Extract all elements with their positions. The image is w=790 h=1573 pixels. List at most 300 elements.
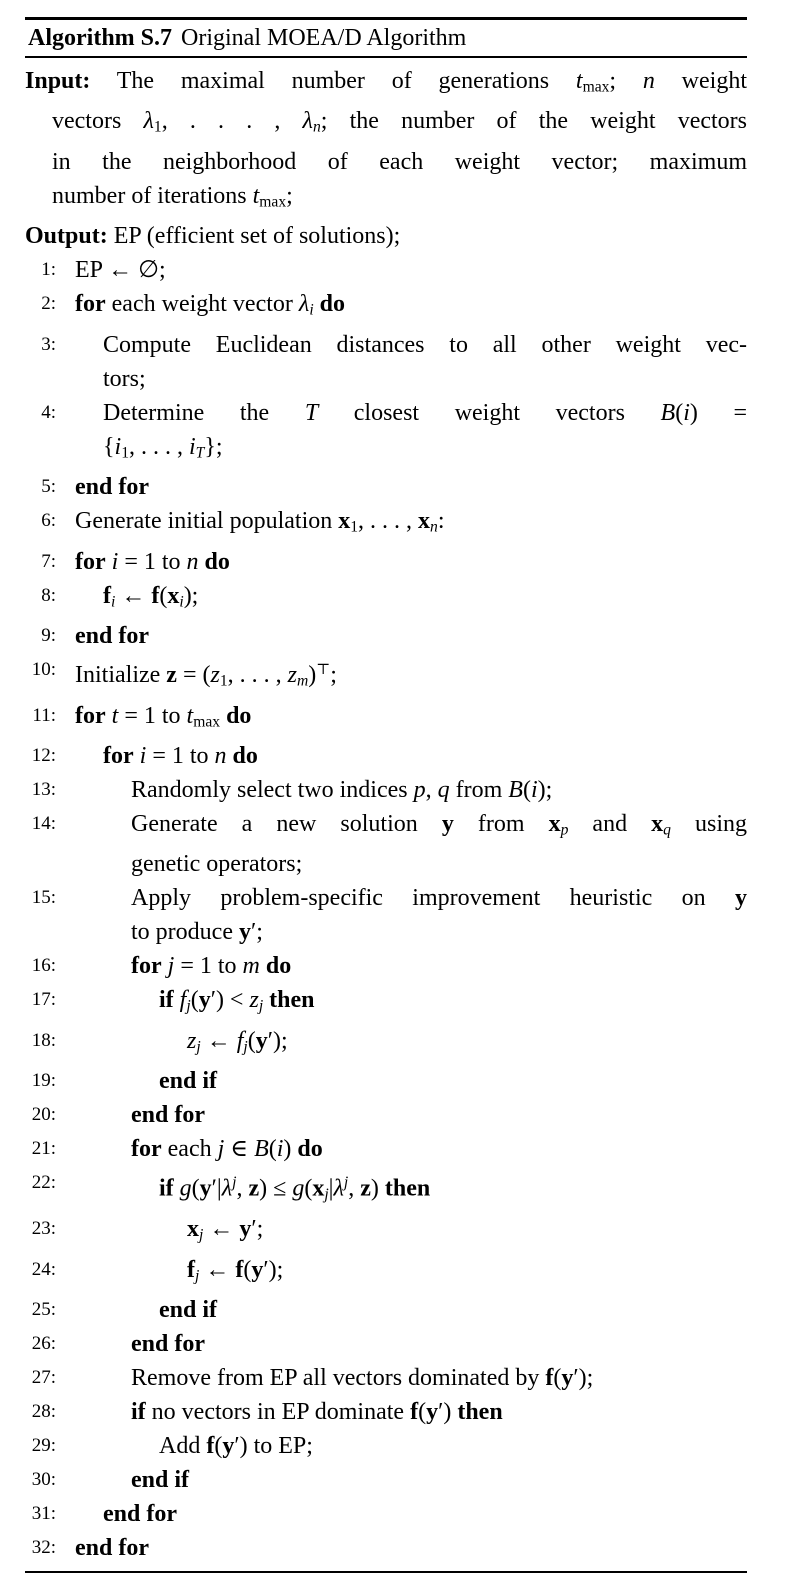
text-segment: x	[418, 508, 431, 535]
text-segment: t	[186, 702, 194, 729]
text-segment: t	[575, 68, 583, 94]
line-row	[103, 1497, 747, 1531]
line-number: 30:	[31, 1469, 56, 1491]
text-segment: ;	[330, 662, 337, 689]
text-segment: z	[287, 662, 297, 689]
keyword-text: then	[384, 1175, 431, 1202]
text-segment: i	[114, 433, 122, 460]
text-segment: );	[183, 582, 199, 609]
text-segment: (	[190, 987, 199, 1014]
line-number: 32:	[31, 1537, 56, 1559]
line-number: 7:	[41, 550, 56, 572]
text-segment: (	[304, 1175, 313, 1202]
line-number: 13:	[31, 778, 56, 800]
text-segment: j	[186, 997, 191, 1015]
text-segment: vectors	[52, 108, 144, 135]
text-segment: λ	[302, 108, 313, 135]
line-number: 3:	[41, 333, 56, 355]
line-row	[75, 253, 747, 287]
line-number: 8:	[41, 584, 56, 606]
text-segment: T	[195, 444, 205, 462]
code-line-20	[25, 1098, 747, 1132]
text-segment: p	[413, 776, 426, 803]
text-segment: Remove from EP all vectors dominated by	[131, 1365, 546, 1392]
line-row-continuation	[103, 362, 747, 396]
code-line-26	[25, 1327, 747, 1361]
text-segment: B	[660, 399, 676, 426]
code-line-7	[25, 545, 747, 579]
text-segment: z	[187, 1027, 197, 1054]
line-row	[75, 287, 747, 327]
text-segment: n	[642, 68, 655, 94]
code-line-14	[25, 807, 747, 881]
text-segment: ,	[348, 1175, 361, 1202]
text-segment: ,	[425, 776, 438, 803]
keyword-text: do	[232, 742, 258, 769]
text-segment: ) ≤	[259, 1175, 293, 1202]
line-row	[187, 1024, 747, 1064]
code-line-8	[25, 579, 747, 619]
text-segment: max	[582, 78, 610, 96]
text-segment: ←	[199, 1256, 236, 1283]
text-segment: i	[683, 399, 690, 426]
code-line-15	[25, 881, 747, 949]
text-segment: ) =	[689, 399, 748, 426]
text-segment: (	[214, 1433, 223, 1460]
line-row	[75, 699, 747, 739]
keyword-text: Output:	[25, 223, 108, 250]
text-segment: x	[167, 582, 180, 609]
line-row	[75, 653, 747, 699]
text-segment: 1	[350, 518, 359, 536]
text-segment: f	[545, 1365, 554, 1392]
text-segment: j	[199, 1226, 204, 1244]
code-line-16	[25, 949, 747, 983]
text-segment: ; the number of the weight vectors	[320, 108, 748, 135]
text-segment: z	[166, 662, 177, 689]
code-line-32	[25, 1531, 747, 1565]
line-row	[159, 1429, 747, 1463]
line-number: 18:	[31, 1029, 56, 1051]
code-line-23	[25, 1212, 747, 1252]
text-segment: p	[560, 821, 569, 839]
text-segment: ;	[286, 182, 293, 209]
text-segment: ′);	[267, 1027, 288, 1054]
line-row	[75, 470, 747, 504]
line-number: 24:	[31, 1258, 56, 1280]
text-segment: y	[198, 987, 211, 1014]
text-segment: x	[338, 508, 351, 535]
text-segment: y	[251, 1256, 264, 1283]
line-row	[75, 504, 747, 544]
code-line-25	[25, 1293, 747, 1327]
line-number: 29:	[31, 1435, 56, 1457]
line-number: 28:	[31, 1401, 56, 1423]
text-segment: weight	[654, 68, 747, 94]
code-line-11	[25, 699, 747, 739]
code-line-18	[25, 1024, 747, 1064]
text-segment: ←	[200, 1027, 237, 1054]
text-segment: , . . . ,	[358, 508, 419, 535]
text-segment: ′);	[263, 1256, 284, 1283]
line-number: 4:	[41, 401, 56, 423]
text-segment: };	[204, 433, 223, 460]
line-number: 17:	[31, 989, 56, 1011]
text-segment: f	[236, 1027, 244, 1054]
code-line-12	[25, 739, 747, 773]
keyword-text: end for	[75, 622, 149, 649]
line-number: 9:	[41, 624, 56, 646]
text-segment: z	[360, 1175, 371, 1202]
line-row	[75, 1531, 747, 1565]
text-segment: g	[179, 1175, 192, 1202]
text-segment: f	[103, 582, 111, 609]
io-section	[25, 64, 747, 253]
code-line-24	[25, 1253, 747, 1293]
text-segment: i	[276, 1136, 284, 1163]
text-segment: j	[217, 1136, 225, 1163]
code-line-22	[25, 1166, 747, 1212]
line-row	[25, 64, 747, 104]
text-segment: and	[568, 810, 652, 837]
text-segment: f	[410, 1399, 419, 1426]
text-segment: x	[548, 810, 561, 837]
text-segment: y	[255, 1027, 268, 1054]
line-row	[131, 807, 747, 847]
line-number: 27:	[31, 1367, 56, 1389]
line-row	[131, 1463, 747, 1497]
text-segment: q	[437, 776, 450, 803]
text-segment: m	[242, 953, 260, 980]
keyword-text: do	[226, 702, 252, 729]
text-segment: each	[161, 1136, 218, 1163]
line-row	[131, 1395, 747, 1429]
text-segment: j	[243, 1038, 248, 1056]
text-segment: Apply problem-specific improvement heuristic on	[131, 885, 735, 912]
line-row	[103, 579, 747, 619]
text-segment: Compute Euclidean distances to all other weight vec-	[103, 331, 747, 358]
text-segment: z	[248, 1175, 260, 1202]
line-number: 25:	[31, 1299, 56, 1321]
text-segment: = (	[176, 662, 211, 689]
text-segment: j	[343, 1174, 349, 1192]
line-row	[131, 881, 747, 915]
text-segment: max	[193, 712, 221, 730]
algorithm-float	[25, 17, 747, 1573]
text-segment: genetic operators;	[131, 851, 303, 878]
code-line-17	[25, 983, 747, 1023]
code-line-27	[25, 1361, 747, 1395]
text-segment: B	[254, 1136, 269, 1163]
text-segment: each weight vector	[105, 291, 299, 318]
text-segment: from	[449, 776, 509, 803]
line-row	[103, 739, 747, 773]
text-segment: x	[312, 1175, 325, 1202]
text-segment: i	[309, 301, 314, 319]
text-segment: i	[139, 742, 147, 769]
algorithm-title: Original MOEA/D Algorithm	[181, 25, 467, 51]
code-line-2	[25, 287, 747, 327]
text-segment: q	[663, 821, 671, 839]
line-number: 23:	[31, 1218, 56, 1240]
text-segment: ′;	[251, 1216, 264, 1243]
line-number: 26:	[31, 1333, 56, 1355]
input-block	[25, 64, 747, 219]
text-segment: in the neighborhood of each weight vector; maximum	[52, 148, 747, 175]
text-segment: j	[195, 1267, 200, 1285]
text-segment: EP (efficient set of solutions);	[107, 223, 401, 250]
line-number: 22:	[31, 1172, 56, 1194]
text-segment: i	[530, 776, 538, 803]
text-segment: t	[252, 182, 260, 209]
text-segment: n	[186, 548, 199, 575]
algorithm-page	[0, 17, 790, 1562]
text-segment: (	[159, 582, 168, 609]
line-number: 10:	[31, 658, 56, 680]
text-segment: z	[210, 662, 220, 689]
line-row	[25, 219, 747, 253]
text-segment: B	[508, 776, 523, 803]
line-row	[103, 396, 747, 430]
text-segment: m	[296, 672, 309, 690]
code-lines-section	[25, 253, 747, 1565]
text-segment: i	[111, 548, 119, 575]
text-segment: 1	[121, 444, 129, 462]
line-number: 16:	[31, 955, 56, 977]
text-segment: Generate initial population	[75, 508, 339, 535]
text-segment: j	[258, 997, 264, 1015]
text-segment: n	[430, 518, 438, 536]
line-row	[187, 1212, 747, 1252]
algorithm-caption	[25, 17, 747, 58]
text-segment: x	[187, 1216, 199, 1243]
keyword-text: end for	[103, 1501, 177, 1528]
text-segment: f	[235, 1256, 244, 1283]
text-segment: {	[103, 433, 115, 460]
line-row	[131, 773, 747, 807]
text-segment: Determine the	[103, 399, 305, 426]
text-segment: (	[553, 1365, 562, 1392]
text-segment: y	[239, 1216, 252, 1243]
line-number: 2:	[41, 293, 56, 315]
algorithm-label: Algorithm S.7	[28, 25, 172, 51]
line-number: 20:	[31, 1104, 56, 1126]
keyword-text: do	[204, 548, 230, 575]
algorithm-body	[25, 58, 747, 1565]
keyword-text: if	[131, 1399, 146, 1426]
text-segment: y	[426, 1399, 439, 1426]
line-number: 5:	[41, 476, 56, 498]
line-number: 14:	[31, 812, 56, 834]
text-segment: 1	[153, 118, 162, 136]
text-segment: ←	[203, 1216, 240, 1243]
text-segment: ′)	[438, 1399, 458, 1426]
code-line-29	[25, 1429, 747, 1463]
keyword-text: for	[75, 291, 106, 318]
text-segment: y	[199, 1175, 212, 1202]
line-row	[131, 1098, 747, 1132]
code-line-13	[25, 773, 747, 807]
text-segment: = 1 to	[146, 742, 215, 769]
text-segment: Randomly select two indices	[131, 776, 414, 803]
text-segment: (	[243, 1256, 252, 1283]
text-segment: = 1 to	[118, 548, 187, 575]
line-number: 6:	[41, 510, 56, 532]
text-segment: y	[735, 885, 747, 912]
text-segment: t	[111, 702, 119, 729]
keyword-text: for	[75, 702, 106, 729]
code-line-10	[25, 653, 747, 699]
code-line-30	[25, 1463, 747, 1497]
line-number: 31:	[31, 1503, 56, 1525]
line-number: 21:	[31, 1138, 56, 1160]
text-segment: closest weight vectors	[318, 399, 661, 426]
text-segment: ,	[236, 1175, 249, 1202]
text-segment: (	[522, 776, 531, 803]
keyword-text: then	[269, 987, 315, 1014]
text-segment: Generate a new solution	[131, 810, 442, 837]
text-segment: tors;	[103, 365, 146, 392]
keyword-text: if	[159, 987, 174, 1014]
keyword-text: do	[319, 291, 346, 318]
line-row	[131, 949, 747, 983]
text-segment: ′) <	[210, 987, 250, 1014]
code-line-4	[25, 396, 747, 470]
line-row-continuation	[131, 847, 747, 881]
code-line-3	[25, 328, 747, 396]
text-segment: Add	[159, 1433, 207, 1460]
text-segment: λ	[221, 1175, 233, 1202]
text-segment: ←	[115, 582, 152, 609]
keyword-text: end if	[159, 1297, 218, 1324]
keyword-text: for	[103, 742, 134, 769]
text-segment: = 1 to	[118, 702, 187, 729]
text-segment: f	[187, 1256, 195, 1283]
code-line-19	[25, 1064, 747, 1098]
text-segment: :	[437, 508, 445, 535]
line-number: 15:	[31, 887, 56, 909]
code-line-5	[25, 470, 747, 504]
text-segment: j	[324, 1186, 329, 1204]
keyword-text: end if	[131, 1467, 190, 1494]
text-segment: no vectors in EP dominate	[145, 1399, 411, 1426]
line-row	[75, 619, 747, 653]
line-number: 1:	[41, 259, 56, 281]
text-segment: f	[151, 582, 160, 609]
text-segment: j	[232, 1174, 237, 1192]
text-segment: max	[259, 193, 287, 211]
text-segment: ′) to EP;	[234, 1433, 313, 1460]
text-segment: (	[247, 1027, 256, 1054]
text-segment: i	[189, 433, 196, 460]
text-segment: );	[537, 776, 553, 803]
text-segment: λ	[143, 108, 154, 135]
text-segment: , . . . ,	[227, 662, 288, 689]
text-segment: i	[179, 592, 184, 610]
text-segment: (	[191, 1175, 200, 1202]
code-line-31	[25, 1497, 747, 1531]
code-line-6	[25, 504, 747, 544]
text-segment: (	[675, 399, 684, 426]
keyword-text: end for	[75, 1535, 149, 1562]
text-segment: ′|	[211, 1175, 222, 1202]
keyword-text: Input:	[25, 68, 91, 94]
line-row	[131, 1132, 747, 1166]
line-row	[159, 983, 747, 1023]
line-number: 11:	[32, 704, 56, 726]
text-segment: λ	[333, 1175, 344, 1202]
text-segment: )	[308, 662, 317, 689]
text-segment: y	[238, 919, 251, 946]
code-line-9	[25, 619, 747, 653]
text-segment: λ	[298, 291, 310, 318]
text-segment: n	[214, 742, 227, 769]
text-segment: T	[304, 399, 319, 426]
text-segment: )	[283, 1136, 298, 1163]
text-segment: , . . . ,	[161, 108, 303, 135]
text-segment: i	[111, 592, 116, 610]
line-row-continuation	[25, 104, 747, 144]
keyword-text: for	[131, 953, 162, 980]
text-segment: j	[196, 1038, 201, 1056]
text-segment: y	[561, 1365, 574, 1392]
line-row-continuation	[25, 179, 747, 219]
text-segment: EP ← ∅;	[75, 257, 166, 284]
text-segment: f	[179, 987, 187, 1014]
keyword-text: end for	[131, 1331, 205, 1358]
keyword-text: do	[297, 1136, 323, 1163]
text-segment: from	[453, 810, 549, 837]
text-segment: ⊤	[316, 661, 331, 678]
code-line-21	[25, 1132, 747, 1166]
text-segment: to produce	[131, 919, 239, 946]
text-segment: n	[312, 118, 321, 136]
text-segment: 1	[219, 672, 228, 690]
line-row-continuation	[103, 430, 747, 470]
text-segment: z	[249, 987, 259, 1014]
line-row	[75, 545, 747, 579]
line-row	[131, 1327, 747, 1361]
text-segment: using	[670, 810, 747, 837]
code-line-28	[25, 1395, 747, 1429]
text-segment: ′);	[573, 1365, 594, 1392]
text-segment: )	[370, 1175, 385, 1202]
text-segment: ∈	[224, 1136, 255, 1163]
text-segment: (	[268, 1136, 277, 1163]
text-segment: y	[222, 1433, 235, 1460]
line-row	[103, 328, 747, 362]
keyword-text: then	[457, 1399, 503, 1426]
text-segment: y	[441, 810, 454, 837]
line-row	[159, 1166, 747, 1212]
text-segment: ′;	[250, 919, 263, 946]
line-row	[187, 1253, 747, 1293]
line-number: 12:	[31, 744, 56, 766]
keyword-text: do	[265, 953, 292, 980]
output-block	[25, 219, 747, 253]
keyword-text: for	[75, 548, 106, 575]
text-segment: x	[651, 810, 664, 837]
code-line-1	[25, 253, 747, 287]
text-segment: |	[328, 1175, 334, 1202]
line-row	[159, 1064, 747, 1098]
text-segment: f	[206, 1433, 215, 1460]
keyword-text: end if	[159, 1068, 218, 1095]
text-segment: j	[167, 953, 175, 980]
text-segment: The maximal number of generations	[90, 68, 576, 94]
text-segment: (	[418, 1399, 427, 1426]
line-row-continuation	[25, 145, 747, 179]
